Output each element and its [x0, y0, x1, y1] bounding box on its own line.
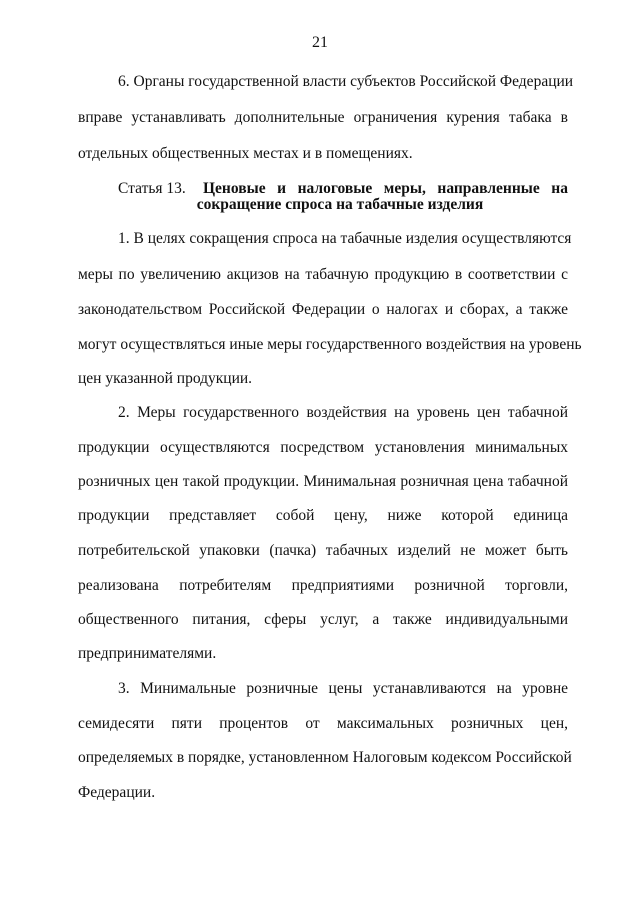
para1-line: законодательством Российской Федерации о налогах и сборах, а также — [78, 301, 568, 318]
article-label: Статья 13. — [118, 180, 186, 197]
para3-line: определяемых в порядке, установленном Налоговым кодексом Российской — [78, 749, 572, 766]
para2-line: продукции осуществляются посредством установления минимальных — [78, 439, 568, 456]
para1-line: 1. В целях сокращения спроса на табачные изделия осуществляются — [118, 230, 572, 247]
para1-line: могут осуществляться иные меры государственного воздействия на уровень — [78, 336, 582, 353]
page-number: 21 — [312, 34, 328, 51]
para1-line: меры по увеличению акцизов на табачную продукцию в соответствии с — [78, 266, 568, 283]
para6-line: 6. Органы государственной власти субъектов Российской Федерации — [118, 73, 574, 90]
para6-line: вправе устанавливать дополнительные ограничения курения табака в — [78, 109, 568, 126]
para2-line: продукции представляет собой цену, ниже которой единица — [78, 507, 568, 524]
para3-line: семидесяти пяти процентов от максимальных розничных цен, — [78, 715, 568, 732]
para3-line: Федерации. — [78, 784, 156, 801]
para2-line: реализована потребителям предприятиями розничной торговли, — [78, 577, 568, 594]
para2-line: предпринимателями. — [78, 645, 217, 662]
para6-line: отдельных общественных местах и в помещениях. — [78, 145, 413, 162]
para2-line: общественного питания, сферы услуг, а также индивидуальными — [78, 611, 568, 628]
article-title-line: сокращение спроса на табачные изделия — [196, 196, 484, 213]
para2-line: 2. Меры государственного воздействия на уровень цен табачной — [118, 404, 568, 421]
article-title-line: Ценовые и налоговые меры, направленные на — [203, 180, 568, 197]
para2-line: потребительской упаковки (пачка) табачных изделий не может быть — [78, 542, 568, 559]
para3-line: 3. Минимальные розничные цены устанавливаются на уровне — [118, 680, 568, 697]
para1-line: цен указанной продукции. — [78, 370, 253, 387]
para2-line: розничных цен такой продукции. Минимальная розничная цена табачной — [78, 473, 568, 490]
